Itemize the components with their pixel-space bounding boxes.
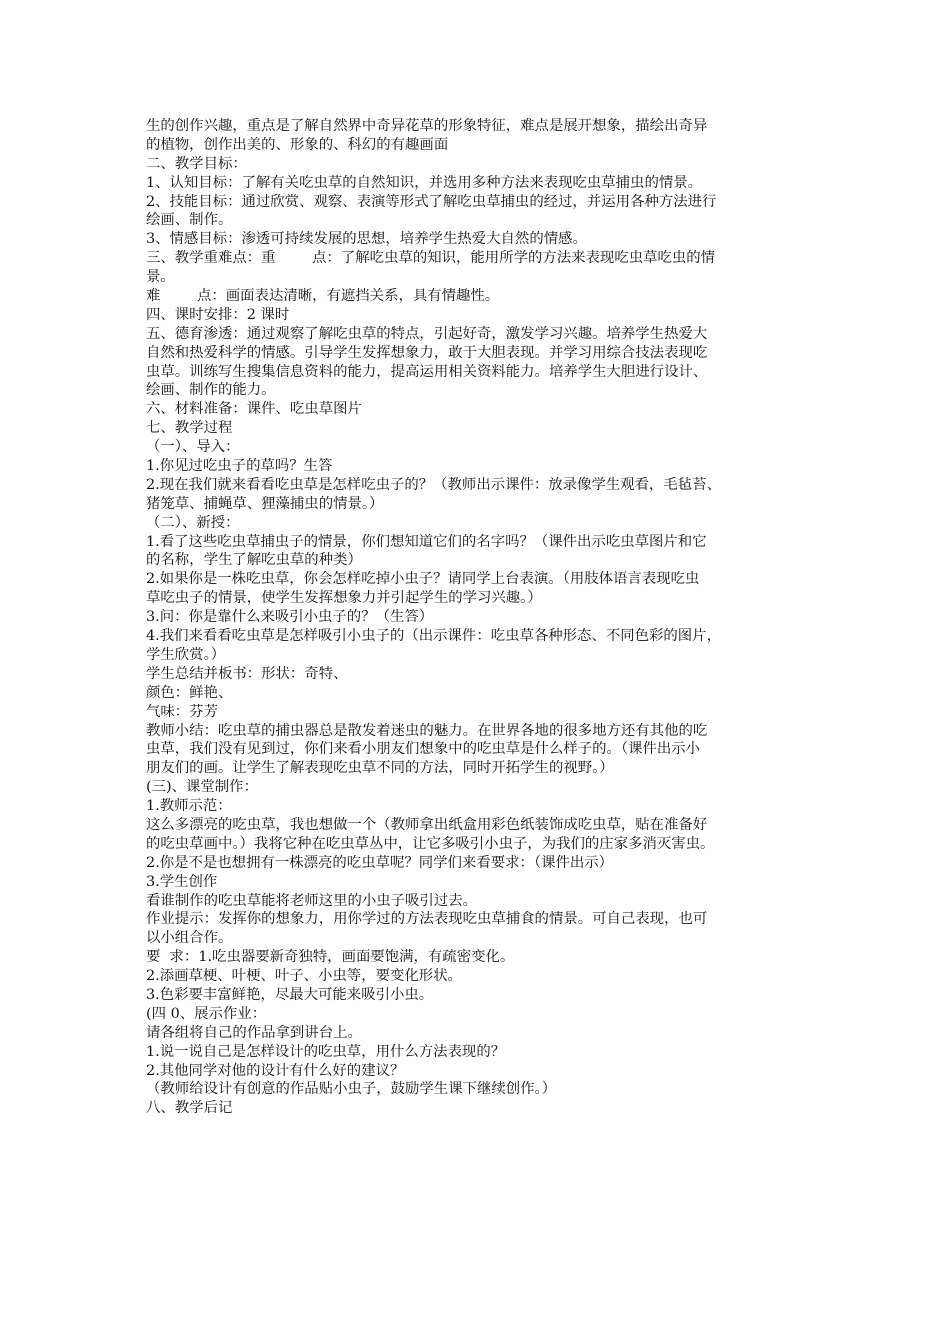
- text-line: 1.看了这些吃虫草捕虫子的情景，你们想知道它们的名字吗？（课件出示吃虫草图片和它: [146, 533, 707, 550]
- text-line: 3.色彩要丰富鲜艳，尽最大可能来吸引小虫。: [146, 986, 434, 1003]
- text-line: 的植物，创作出美的、形象的、科幻的有趣画面: [146, 136, 449, 153]
- section-heading: 六、材料准备：课件、吃虫草图片: [146, 401, 362, 418]
- text-line: 3、情感目标：渗透可持续发展的思想，培养学生热爱大自然的情感。: [146, 231, 587, 248]
- text-line: 看谁制作的吃虫草能将老师这里的小虫子吸引过去。: [146, 892, 477, 909]
- text-line: 要 求：1.吃虫器要新奇独特，画面要饱满，有疏密变化。: [146, 949, 515, 966]
- text-line: 虫草，我们没有见到过，你们来看小朋友们想象中的吃虫草是什么样子的。（课件出示小: [146, 741, 701, 758]
- text-line: 3.学生创作: [146, 873, 218, 890]
- section-heading: 二、教学目标：: [146, 155, 247, 172]
- text-line: 颜色：鲜艳、: [146, 684, 233, 701]
- text-line: 草吃虫子的情景，使学生发挥想象力并引起学生的学习兴趣。）: [146, 590, 542, 607]
- text-line: 自然和热爱科学的情感。引导学生发挥想象力，敢于大胆表现。并学习用综合技法表现吃: [146, 344, 708, 361]
- text-line: 的吃虫草画中。）我将它种在吃虫草丛中，让它多吸引小虫子，为我们的庄家多消灭害虫。: [146, 835, 715, 852]
- subsection-heading: (四 0、展示作业：: [146, 1005, 267, 1022]
- text-line: 难 点：画面表达清晰，有遮挡关系，具有情趣性。: [146, 288, 500, 305]
- text-line: 学生总结并板书：形状：奇特、: [146, 665, 348, 682]
- section-heading: 七、教学过程: [146, 420, 233, 437]
- text-line: 虫草。训练写生搜集信息资料的能力，提高运用相关资料能力。培养学生大胆进行设计、: [146, 363, 708, 380]
- text-line: 1.你见过吃虫子的草吗？生答: [146, 458, 333, 475]
- text-line: 1.说一说自己是怎样设计的吃虫草，用什么方法表现的？: [146, 1043, 506, 1060]
- text-line: 2.现在我们就来看看吃虫草是怎样吃虫子的？（教师出示课件：放录像学生观看，毛毡苔、: [146, 476, 721, 493]
- section-heading: 三、教学重难点：重 点：了解吃虫草的知识，能用所学的方法来表现吃虫草吃虫的情: [146, 250, 716, 267]
- text-line: 2.如果你是一株吃虫草，你会怎样吃掉小虫子？请同学上台表演。（用肢体语言表现吃虫: [146, 571, 700, 588]
- document-body: [146, 117, 814, 1118]
- text-line: 1、认知目标：了解有关吃虫草的自然知识，并选用多种方法来表现吃虫草捕虫的情景。: [146, 174, 703, 191]
- text-line: （教师给设计有创意的作品贴小虫子，鼓励学生课下继续创作。）: [146, 1081, 557, 1098]
- subsection-heading: （一）、导入：: [146, 439, 240, 456]
- text-line: 2.添画草梗、叶梗、叶子、小虫等，要变化形状。: [146, 968, 462, 985]
- text-line: 以小组合作。: [146, 930, 233, 947]
- text-line: 3.问：你是靠什么来吸引小虫子的？（生答）: [146, 609, 434, 626]
- text-line: 2.你是不是也想拥有一株漂亮的吃虫草呢？同学们来看要求：（课件出示）: [146, 854, 614, 871]
- text-line: 绘画、制作。: [146, 212, 233, 229]
- subsection-heading: （二）、新授：: [146, 514, 240, 531]
- section-heading: 四、课时安排：2 课时: [146, 306, 290, 323]
- text-line: 请各组将自己的作品拿到讲台上。: [146, 1024, 362, 1041]
- text-line: 2、技能目标：通过欣赏、观察、表演等形式了解吃虫草捕虫的经过，并运用各种方法进行: [146, 193, 717, 210]
- text-line: 绘画、制作的能力。: [146, 382, 276, 399]
- text-line: 这么多漂亮的吃虫草，我也想做一个（教师拿出纸盒用彩色纸装饰成吃虫草，贴在准备好: [146, 816, 708, 833]
- subsection-heading: (三)、课堂制作：: [146, 779, 258, 796]
- section-heading: 八、教学后记: [146, 1100, 233, 1117]
- text-line: 朋友们的画。让学生了解表现吃虫草不同的方法，同时开拓学生的视野。）: [146, 760, 614, 777]
- text-line: 教师小结：吃虫草的捕虫器总是散发着迷虫的魅力。在世界各地的很多地方还有其他的吃: [146, 722, 708, 739]
- text-line: 猪笼草、捕蝇草、狸藻捕虫的情景。）: [146, 495, 384, 512]
- text-line: 1.教师示范：: [146, 798, 232, 815]
- text-line: 景。: [146, 269, 175, 286]
- text-line: 学生欣赏。）: [146, 646, 226, 663]
- text-line: 气味：芬芳: [146, 703, 218, 720]
- text-line: 作业提示：发挥你的想象力，用你学过的方法表现吃虫草捕食的情景。可自己表现，也可: [146, 911, 708, 928]
- text-line: 4.我们来看看吃虫草是怎样吸引小虫子的（出示课件：吃虫草各种形态、不同色彩的图片，: [146, 628, 721, 645]
- section-heading: 五、德育渗透：通过观察了解吃虫草的特点，引起好奇，激发学习兴趣。培养学生热爱大: [146, 325, 708, 342]
- text-line: 的名称，学生了解吃虫草的种类）: [146, 552, 362, 569]
- text-line: 生的创作兴趣，重点是了解自然界中奇异花草的形象特征，难点是展开想象，描绘出奇异: [146, 118, 708, 134]
- text-line: 2.其他同学对他的设计有什么好的建议？: [146, 1062, 405, 1079]
